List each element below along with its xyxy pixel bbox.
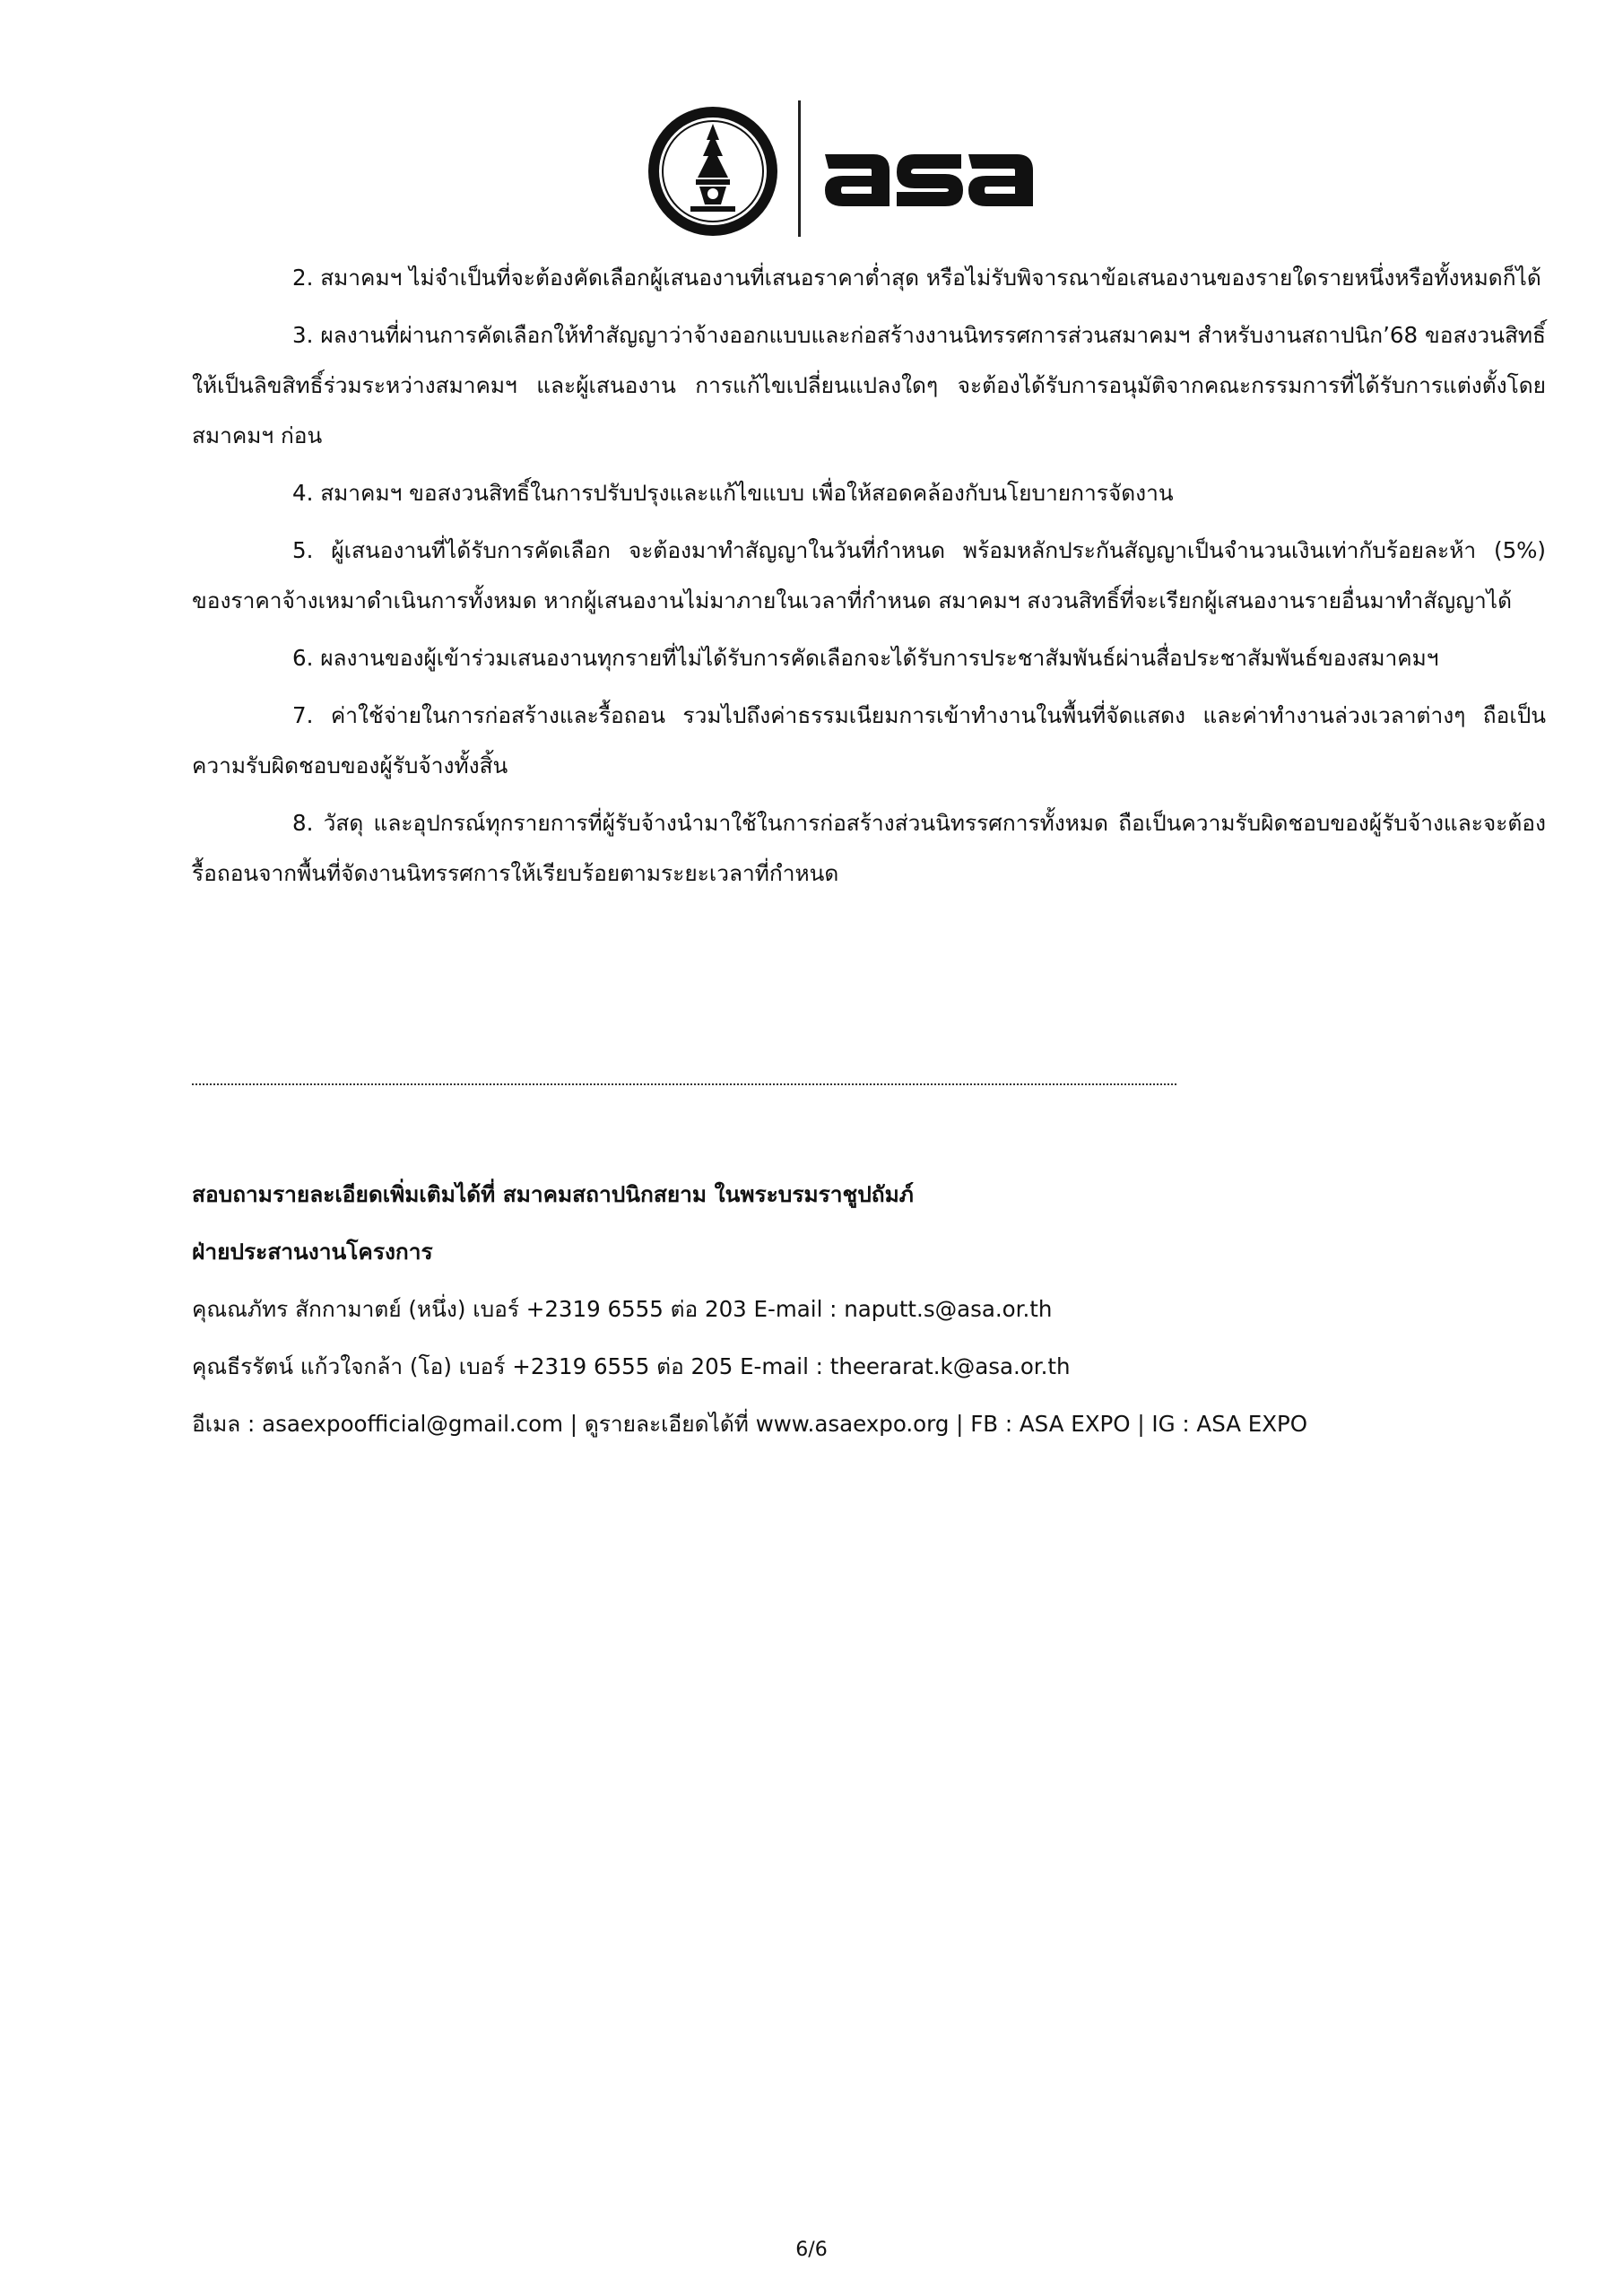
contact-section xyxy=(192,1166,1546,1453)
contact-heading: สอบถามรายละเอียดเพิ่มเติมได้ที่ สมาคมสถาปนิกสยาม ในพระบรมราชูปถัมภ์ xyxy=(192,1181,914,1207)
asa-wordmark-logo xyxy=(821,127,1037,217)
term-paragraph: 4. สมาคมฯ ขอสงวนสิทธิ์ในการปรับปรุงและแก้ไขแบบ เพื่อให้สอดคล้องกับนโยบายการจัดงาน xyxy=(292,480,1174,506)
asa-seal-logo xyxy=(646,104,780,239)
contact-person-1: คุณณภัทร สักกามาตย์ (หนึ่ง) เบอร์ +2319 6555 ต่อ 203 E-mail : naputt.s@asa.or.th xyxy=(192,1296,1053,1322)
page-header xyxy=(646,99,1040,242)
contact-department: ฝ่ายประสานงานโครงการ xyxy=(192,1239,433,1265)
term-paragraph: 7. ค่าใช้จ่ายในการก่อสร้างและรื้อถอน รวมไปถึงค่าธรรมเนียมการเข้าทำงานในพื้นที่จัดแสดง และค่าทำงานล่วงเวลาต่างๆ ถือเป็นความรับผิดชอบของผู้รับจ้างทั้งสิ้น xyxy=(192,702,1546,778)
terms-section xyxy=(192,253,1546,906)
contact-person-2: คุณธีรรัตน์ แก้วใจกล้า (โอ) เบอร์ +2319 6555 ต่อ 205 E-mail : theerarat.k@asa.or.th xyxy=(192,1353,1071,1379)
term-paragraph: 5. ผู้เสนองานที่ได้รับการคัดเลือก จะต้องมาทำสัญญาในวันที่กำหนด พร้อมหลักประกันสัญญาเป็นจำนวนเงินเท่ากับร้อยละห้า (5%) ของราคาจ้างเหมาดำเนินการทั้งหมด หากผู้เสนองานไม่มาภายในเวลาที่กำหนด สมาคมฯ สงวนสิทธิ์ที่จะเรียกผู้เสนองานรายอื่นมาทำสัญญาได้ xyxy=(192,537,1546,613)
dotted-separator xyxy=(192,1083,1176,1085)
term-paragraph: 6. ผลงานของผู้เข้าร่วมเสนองานทุกรายที่ไม่ได้รับการคัดเลือกจะได้รับการประชาสัมพันธ์ผ่านสื่อประชาสัมพันธ์ของสมาคมฯ xyxy=(292,645,1439,671)
term-paragraph: 2. สมาคมฯ ไม่จำเป็นที่จะต้องคัดเลือกผู้เสนองานที่เสนอราคาต่ำสุด หรือไม่รับพิจารณาข้อเสนองานของรายใดรายหนึ่งหรือทั้งหมดก็ได้ xyxy=(292,265,1541,291)
page-number: 6/6 xyxy=(795,2239,828,2261)
term-paragraph: 8. วัสดุ และอุปกรณ์ทุกรายการที่ผู้รับจ้างนำมาใช้ในการก่อสร้างส่วนนิทรรศการทั้งหมด ถือเป็นความรับผิดชอบของผู้รับจ้างและจะต้องรื้อถอนจากพื้นที่จัดงานนิทรรศการให้เรียบร้อยตามระยะเวลาที่กำหนด xyxy=(192,810,1546,886)
term-paragraph: 3. ผลงานที่ผ่านการคัดเลือกให้ทำสัญญาว่าจ้างออกแบบและก่อสร้างงานนิทรรศการส่วนสมาคมฯ สำหรับงานสถาปนิก’68 ขอสงวนสิทธิ์ให้เป็นลิขสิทธิ์ร่วมระหว่างสมาคมฯ และผู้เสนองาน การแก้ไขเปลี่ยนแปลงใดๆ จะต้องได้รับการอนุมัติจากคณะกรรมการที่ได้รับการแต่งตั้งโดยสมาคมฯ ก่อน xyxy=(192,322,1546,448)
header-divider xyxy=(798,100,801,237)
contact-general-info: อีเมล : asaexpoofficial@gmail.com | ดูรายละเอียดได้ที่ www.asaexpo.org | FB : ASA EXPO | IG : ASA EXPO xyxy=(192,1411,1308,1437)
